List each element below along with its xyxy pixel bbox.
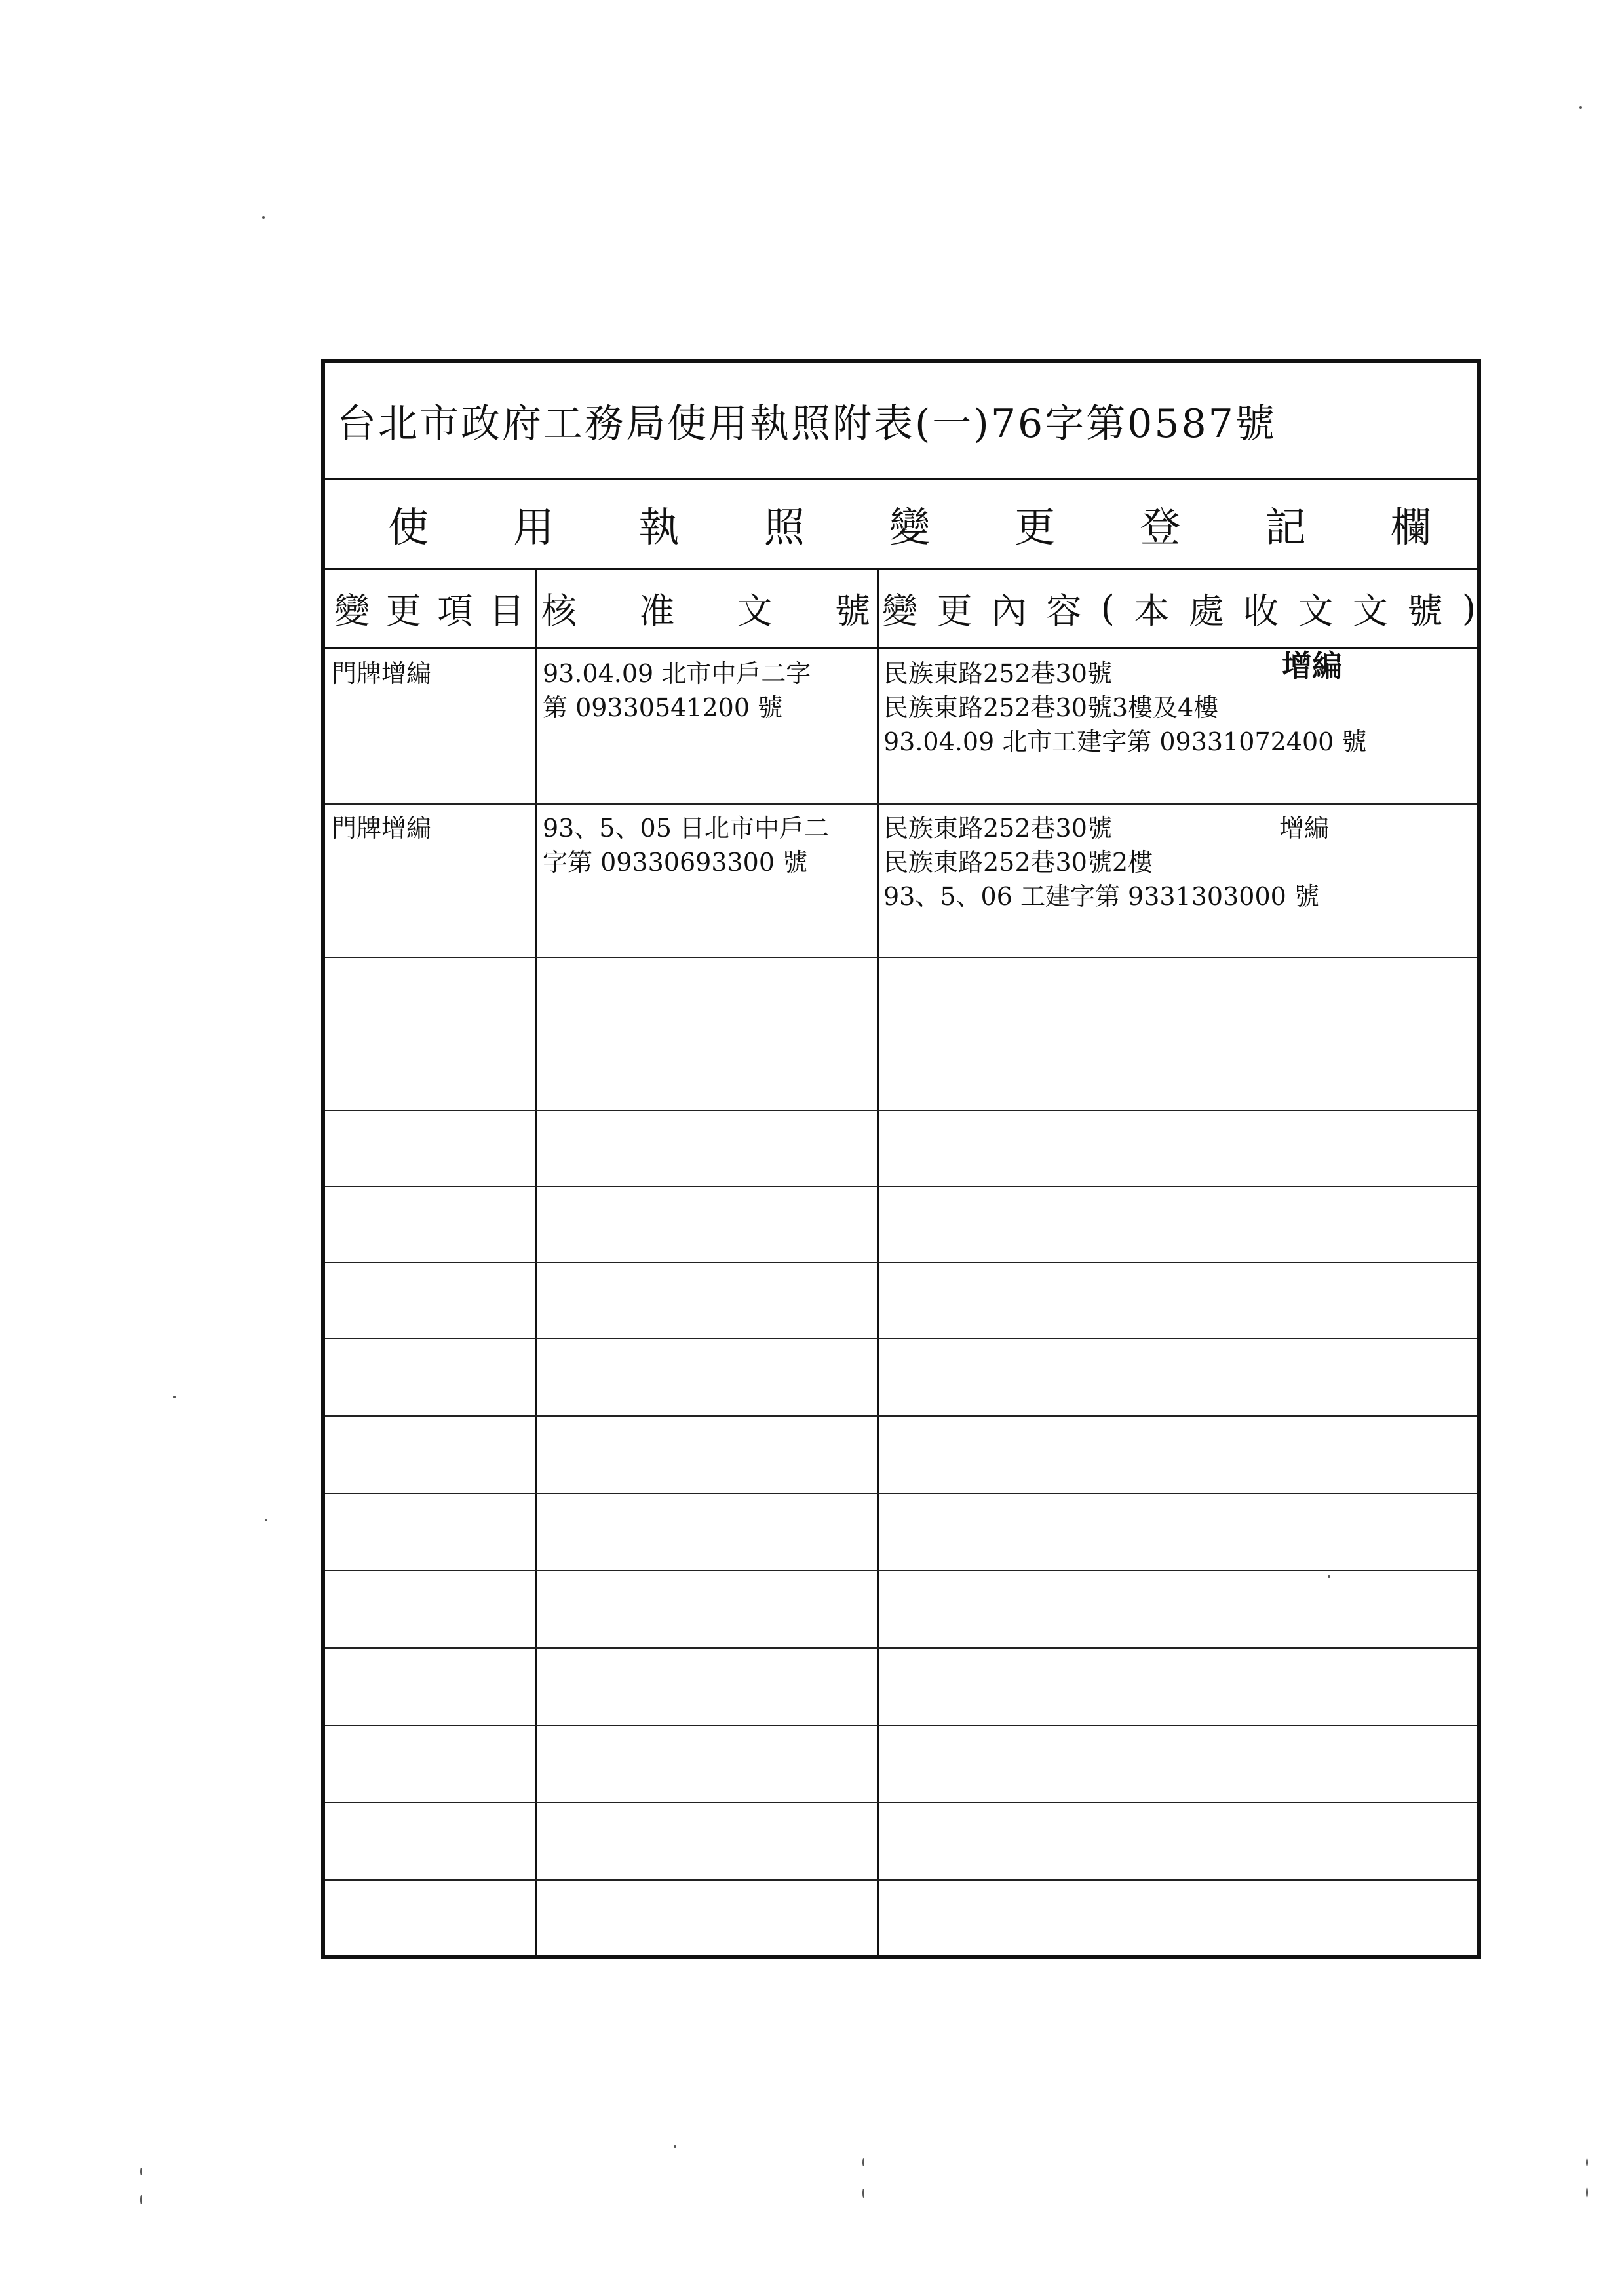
scan-speck (173, 1396, 176, 1398)
heading-char: 變 (889, 503, 930, 551)
row-1-content-line-2: 民族東路252巷30號3樓及4樓 (883, 693, 1219, 722)
header-char: 處 (1188, 590, 1224, 632)
row-2-content-line-2: 民族東路252巷30號2樓 (883, 848, 1153, 877)
row-2-approval-line-1: 93、5、05 日北市中戶二 (543, 814, 829, 843)
row-1-approval-line-2: 第 09330541200 號 (543, 693, 783, 722)
header-char: 文 (1353, 590, 1389, 632)
row-divider (325, 957, 1477, 958)
row-divider (325, 803, 1477, 805)
scan-speck (674, 2145, 676, 2148)
row-2-content-mark: 增編 (1279, 814, 1330, 843)
scan-speck (862, 2189, 864, 2198)
scan-speck (862, 2158, 864, 2166)
header-change-content (882, 570, 1476, 647)
row-divider (325, 1262, 1477, 1263)
row-2-approval-line-2: 字第 09330693300 號 (543, 848, 808, 877)
row-1-content-mark: 增編 (1282, 648, 1342, 683)
row-1-content-line-1: 民族東路252巷30號 (883, 659, 1112, 688)
header-char: 收 (1243, 590, 1279, 632)
row-divider (325, 1725, 1477, 1726)
header-change-item (334, 570, 524, 647)
heading-char: 欄 (1390, 503, 1431, 551)
heading-char: 用 (513, 503, 554, 551)
header-char: 變 (882, 590, 917, 632)
header-char: ) (1461, 588, 1476, 629)
heading-char: 登 (1140, 503, 1181, 551)
header-char: 核 (541, 590, 577, 632)
header-char: 內 (991, 590, 1027, 632)
row-divider (325, 1415, 1477, 1417)
row-divider (325, 1338, 1477, 1339)
header-char: 准 (639, 590, 675, 632)
heading-char: 記 (1265, 503, 1306, 551)
scan-speck (1586, 2158, 1588, 2166)
scan-speck (262, 216, 265, 219)
form-title-row (325, 363, 1477, 480)
row-1-approval-line-1: 93.04.09 北市中戶二字 (543, 659, 811, 688)
row-divider (325, 1570, 1477, 1571)
heading-char: 照 (763, 503, 805, 551)
header-char: 號 (1407, 590, 1443, 632)
header-char: 號 (834, 590, 870, 632)
row-1-content-line-3: 93.04.09 北市工建字第 09331072400 號 (883, 727, 1367, 756)
scan-speck (1579, 106, 1582, 109)
scan-speck (140, 2195, 142, 2204)
header-char: 變 (334, 590, 370, 632)
header-approval-number (541, 570, 870, 647)
row-divider (325, 1647, 1477, 1649)
heading-char: 執 (638, 503, 680, 551)
row-divider (325, 1879, 1477, 1881)
scan-speck (1328, 1575, 1330, 1578)
scan-speck (1586, 2187, 1588, 2198)
change-register-heading (325, 480, 1477, 570)
row-divider (325, 1110, 1477, 1111)
row-2-content-line-1: 民族東路252巷30號 (883, 814, 1112, 843)
change-table (325, 570, 1477, 1955)
form-title: 台北市政府工務局使用執照附表(一)76字第0587號 (337, 400, 1277, 447)
heading-char: 更 (1014, 503, 1056, 551)
row-divider (325, 1802, 1477, 1803)
header-char: 容 (1046, 590, 1082, 632)
row-divider (325, 1493, 1477, 1494)
row-2-content-line-3: 93、5、06 工建字第 9331303000 號 (883, 882, 1319, 911)
header-char: 文 (1298, 590, 1334, 632)
header-char: ( (1100, 588, 1115, 629)
table-header (325, 570, 1477, 649)
header-char: 目 (488, 590, 524, 632)
header-char: 更 (385, 590, 421, 632)
row-1-change-item: 門牌增編 (332, 659, 432, 688)
usage-permit-attachment-form (321, 359, 1481, 1959)
row-divider (325, 1186, 1477, 1187)
header-char: 更 (936, 590, 973, 632)
header-char: 文 (737, 590, 773, 632)
header-char: 項 (437, 590, 473, 632)
scan-speck (140, 2168, 142, 2175)
row-2-change-item: 門牌增編 (332, 814, 432, 843)
scan-speck (265, 1519, 267, 1521)
heading-char: 使 (388, 503, 429, 551)
header-char: 本 (1134, 590, 1170, 632)
